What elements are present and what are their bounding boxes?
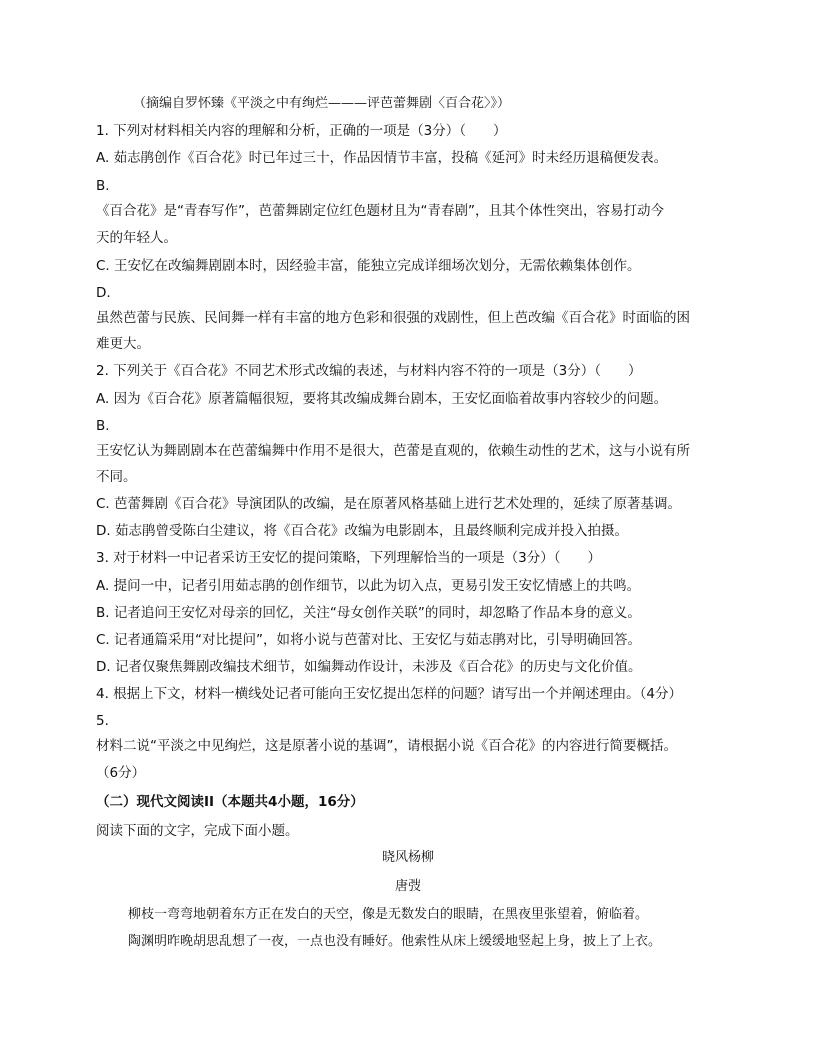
question-4-stem: 4. 根据上下文，材料一横线处记者可能向王安忆提出怎样的问题？请写出一个并阐述理由。（4分） — [96, 686, 683, 702]
question-1-stem: 1. 下列对材料相关内容的理解和分析，正确的一项是（3分）（ ） — [96, 123, 507, 139]
question-1-option-b-text-1: 《百合花》是“青春写作”，芭蕾舞剧定位红色题材且为“青春剧”，且其个体性突出，容易打动今 — [96, 203, 664, 219]
question-3-option-a: A. 提问一中，记者引用茹志鹃的创作细节，以此为切入点，更易引发王安忆情感上的共鸣。 — [96, 578, 641, 594]
section-instruction: 阅读下面的文字，完成下面小题。 — [96, 823, 299, 839]
story-paragraph: 陶渊明昨晚胡思乱想了一夜，一点也没有睡好。他索性从床上缓缓地竖起上身，披上了上衣。 — [128, 934, 662, 949]
question-2-option-d: D. 茹志鹃曾受陈白尘建议，将《百合花》改编为电影剧本，且最终顺利完成并投入拍摄。 — [96, 523, 628, 539]
question-2-option-c: C. 芭蕾舞剧《百合花》导演团队的改编，是在原著风格基础上进行艺术处理的，延续了原著基调。 — [96, 496, 682, 512]
question-1-option-b-label: B. — [96, 178, 110, 194]
question-2-option-b-label: B. — [96, 418, 110, 434]
question-2-option-b-text-2: 不同。 — [96, 469, 137, 485]
source-citation: （摘编自罗怀臻《平淡之中有绚烂———评芭蕾舞剧〈百合花〉》） — [133, 96, 511, 111]
question-1-option-d-text-1: 虽然芭蕾与民族、民间舞一样有丰富的地方色彩和很强的戏剧性，但上芭改编《百合花》时面临的困 — [96, 310, 690, 326]
question-3-stem: 3. 对于材料一中记者采访王安忆的提问策略，下列理解恰当的一项是（3分）（ ） — [96, 550, 602, 566]
question-2-option-b-text-1: 王安忆认为舞剧剧本在芭蕾编舞中作用不是很大，芭蕾是直观的，依赖生动性的艺术，这与小说有所 — [96, 443, 690, 459]
question-3-option-c: C. 记者通篇采用“对比提问”，如将小说与芭蕾对比、王安忆与茹志鹃对比，引导明确回答。 — [96, 632, 641, 648]
question-5-text-2: （6分） — [96, 765, 146, 781]
question-2-option-a: A. 因为《百合花》原著篇幅很短，要将其改编成舞台剧本，王安忆面临着故事内容较少的问题。 — [96, 391, 668, 407]
question-5-label: 5. — [96, 713, 109, 729]
question-1-option-d-label: D. — [96, 285, 111, 301]
question-1-option-d-text-2: 难更大。 — [96, 336, 150, 352]
question-2-stem: 2. 下列关于《百合花》不同艺术形式改编的表述，与材料内容不符的一项是（3分）（ ） — [96, 363, 642, 379]
story-paragraph: 柳枝一弯弯地朝着东方正在发白的天空，像是无数发白的眼睛，在黑夜里张望着，俯临着。 — [128, 907, 649, 922]
question-3-option-d: D. 记者仅聚焦舞剧改编技术细节，如编舞动作设计，未涉及《百合花》的历史与文化价值。 — [96, 659, 642, 675]
question-5-text-1: 材料二说“平淡之中见绚烂，这是原著小说的基调”，请根据小说《百合花》的内容进行简要概括。 — [96, 738, 677, 754]
question-1-option-a: A. 茹志鹃创作《百合花》时已年过三十，作品因情节丰富，投稿《延河》时未经历退稿便发表。 — [96, 150, 668, 166]
question-3-option-b: B. 记者追问王安忆对母亲的回忆，关注“母女创作关联”的同时，却忽略了作品本身的意义。 — [96, 605, 641, 621]
question-1-option-b-text-2: 天的年轻人。 — [96, 230, 177, 246]
question-1-option-c: C. 王安忆在改编舞剧剧本时，因经验丰富，能独立完成详细场次划分，无需依赖集体创作。 — [96, 258, 641, 274]
story-author: 唐弢 — [394, 879, 421, 894]
story-title: 晓风杨柳 — [381, 850, 434, 865]
section-heading: （二）现代文阅读II（本题共4小题，16分） — [96, 794, 364, 810]
